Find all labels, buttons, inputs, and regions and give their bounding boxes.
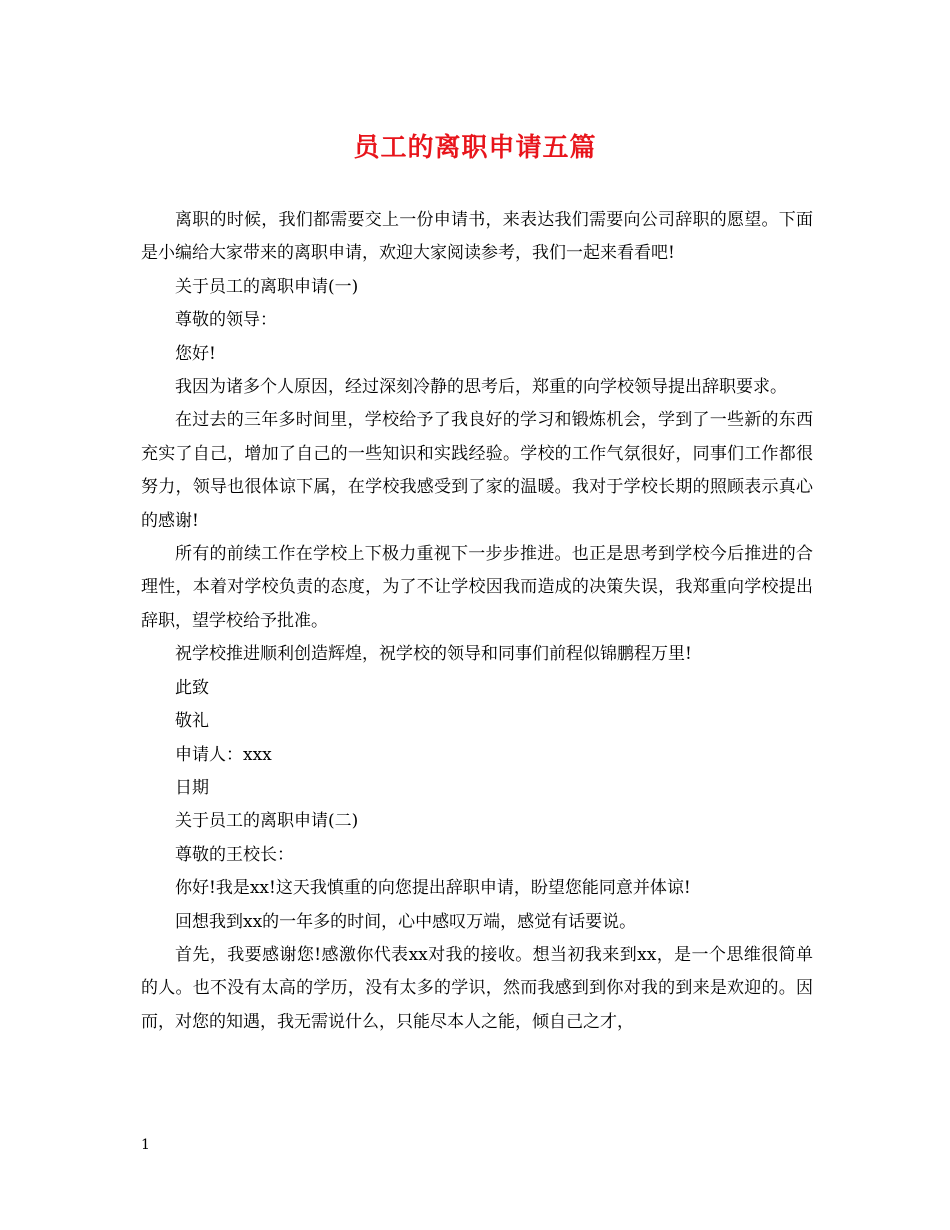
body-paragraph: 回想我到xx的一年多的时间，心中感叹万端，感觉有话要说。 [175, 911, 637, 932]
section-heading-1: 关于员工的离职申请(一) [175, 276, 359, 297]
applicant-line: 申请人：xxx [175, 744, 272, 765]
body-paragraph: 你好!我是xx!这天我慎重的向您提出辞职申请，盼望您能同意并体谅! [175, 878, 691, 899]
section-heading-2: 关于员工的离职申请(二) [175, 811, 359, 832]
document-body [141, 204, 813, 1039]
document-title: 员工的离职申请五篇 [353, 133, 597, 163]
body-paragraph: 在过去的三年多时间里，学校给予了我良好的学习和锻炼机会，学到了一些新的东西充实了自己，增加了自己的一些知识和实践经验。学校的工作气氛很好，同事们工作都很努力，领导也很体谅下属，在学校我感受到了家的温暖。我对于学校长期的照顾表示真心的感谢! [141, 410, 813, 531]
wish-line: 祝学校推进顺利创造辉煌，祝学校的领导和同事们前程似锦鹏程万里! [175, 644, 692, 665]
closing-line: 此致 [175, 677, 209, 698]
closing-regards: 敬礼 [175, 711, 209, 732]
salutation: 尊敬的王校长： [175, 844, 294, 865]
intro-paragraph: 离职的时候，我们都需要交上一份申请书，来表达我们需要向公司辞职的愿望。下面是小编给大家带来的离职申请，欢迎大家阅读参考，我们一起来看看吧! [141, 210, 813, 264]
salutation: 尊敬的领导： [175, 310, 277, 331]
date-line: 日期 [175, 777, 209, 798]
body-paragraph: 所有的前续工作在学校上下极力重视下一步步推进。也正是思考到学校今后推进的合理性，本着对学校负责的态度，为了不让学校因我而造成的决策失误，我郑重向学校提出辞职，望学校给予批准。 [141, 544, 813, 631]
body-paragraph: 我因为诸多个人原因，经过深刻冷静的思考后，郑重的向学校领导提出辞职要求。 [175, 377, 787, 398]
page-number: 1 [141, 1137, 150, 1153]
body-paragraph: 首先，我要感谢您!感激你代表xx对我的接收。想当初我来到xx，是一个思维很简单的人。也不没有太高的学历，没有太多的学识，然而我感到到你对我的到来是欢迎的。因而，对您的知遇，我无需说什么，只能尽本人之能，倾自己之才， [141, 944, 813, 1032]
greeting: 您好! [175, 343, 216, 364]
